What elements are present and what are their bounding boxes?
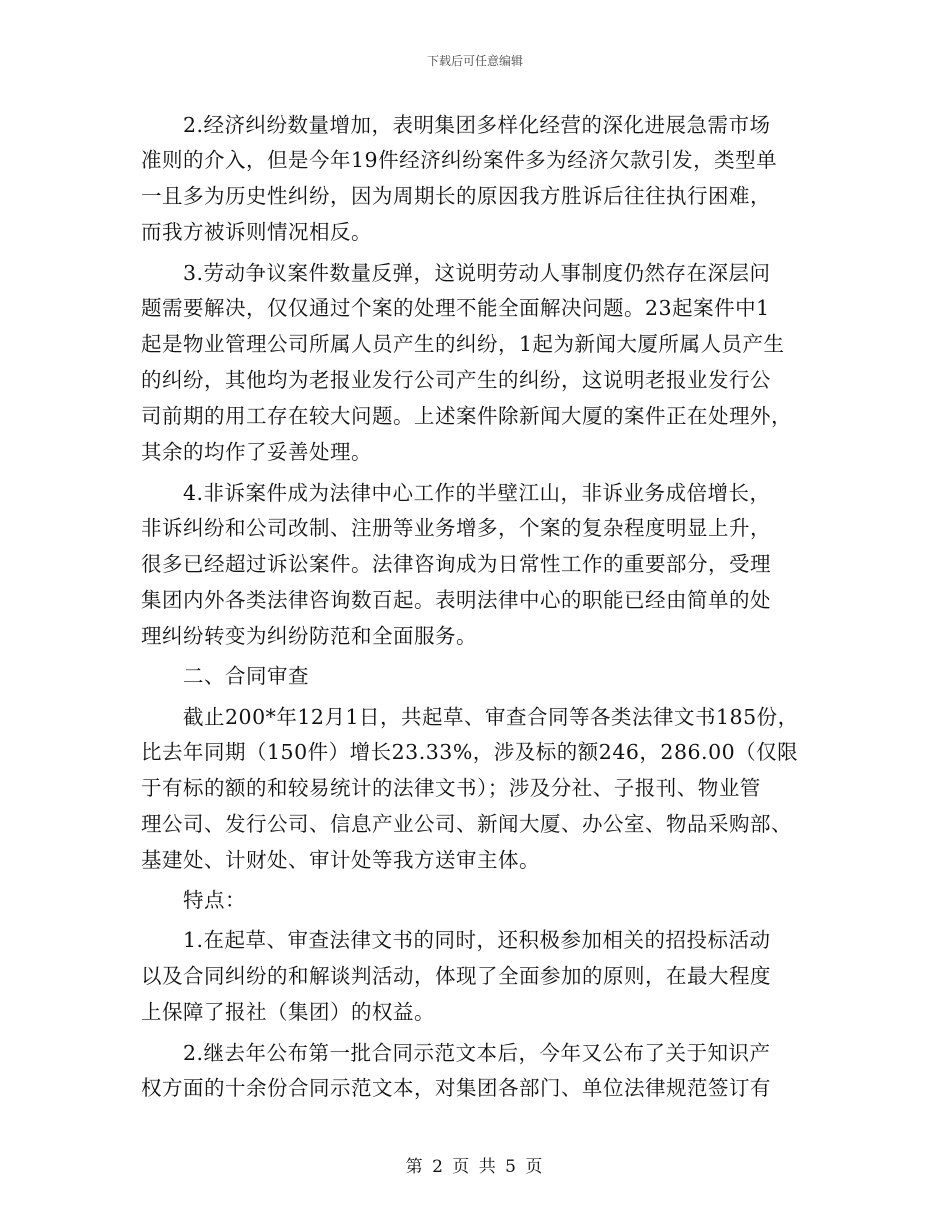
- section-heading: 二、合同审查: [183, 664, 309, 688]
- text-line: 权方面的十余份合同示范文本，对集团各部门、单位法律规范签订有: [141, 1076, 771, 1100]
- page-header: 下载后可任意编辑: [426, 54, 523, 68]
- text-line: 集团内外各类法律咨询数百起。表明法律中心的职能已经由简单的处: [141, 588, 771, 612]
- text-line: 2.继去年公布第一批合同示范文本后，今年又公布了关于知识产: [183, 1041, 771, 1065]
- text-line: 的纠纷，其他均为老报业发行公司产生的纠纷，这说明老报业发行公: [141, 368, 771, 392]
- text-line: 一且多为历史性纠纷，因为周期长的原因我方胜诉后往往执行困难，: [141, 184, 771, 208]
- text-line: 司前期的用工存在较大问题。上述案件除新闻大厦的案件正在处理外，: [141, 404, 792, 428]
- text-line: 以及合同纠纷的和解谈判活动，体现了全面参加的原则，在最大程度: [141, 964, 771, 988]
- text-line: 1.在起草、审查法律文书的同时，还积极参加相关的招投标活动: [183, 928, 771, 952]
- text-line: 于有标的额的和较易统计的法律文书）；涉及分社、子报刊、物业管: [141, 776, 761, 800]
- text-line: 截止200*年12月1日，共起草、审查合同等各类法律文书185份，: [183, 705, 799, 729]
- text-line: 2.经济纠纷数量增加，表明集团多样化经营的深化进展急需市场: [183, 113, 771, 137]
- text-line: 上保障了报社（集团）的权益。: [141, 1000, 435, 1024]
- text-line: 基建处、计财处、审计处等我方送审主体。: [141, 848, 540, 872]
- page-number: 第 2 页 共 5 页: [405, 1157, 545, 1177]
- text-line: 起是物业管理公司所属人员产生的纠纷，1起为新闻大厦所属人员产生: [141, 332, 785, 356]
- text-line: 理公司、发行公司、信息产业公司、新闻大厦、办公室、物品采购部、: [141, 812, 792, 836]
- text-line: 特点：: [183, 888, 246, 912]
- document-body: [0, 104, 950, 1144]
- text-line: 理纠纷转变为纠纷防范和全面服务。: [141, 624, 477, 648]
- text-line: 很多已经超过诉讼案件。法律咨询成为日常性工作的重要部分，受理: [141, 552, 771, 576]
- text-line: 其余的均作了妥善处理。: [141, 440, 372, 464]
- text-line: 而我方被诉则情况相反。: [141, 220, 372, 244]
- text-line: 题需要解决，仅仅通过个案的处理不能全面解决问题。23起案件中1: [141, 296, 770, 320]
- text-line: 3.劳动争议案件数量反弹，这说明劳动人事制度仍然存在深层问: [183, 261, 771, 285]
- text-line: 4.非诉案件成为法律中心工作的半壁江山，非诉业务成倍增长，: [183, 481, 771, 505]
- text-line: 准则的介入，但是今年19件经济纠纷案件多为经济欠款引发，类型单: [141, 148, 778, 172]
- text-line: 非诉纠纷和公司改制、注册等业务增多，个案的复杂程度明显上升，: [141, 516, 771, 540]
- text-line: 比去年同期（150件）增长23.33%，涉及标的额246，286.00（仅限: [141, 740, 799, 764]
